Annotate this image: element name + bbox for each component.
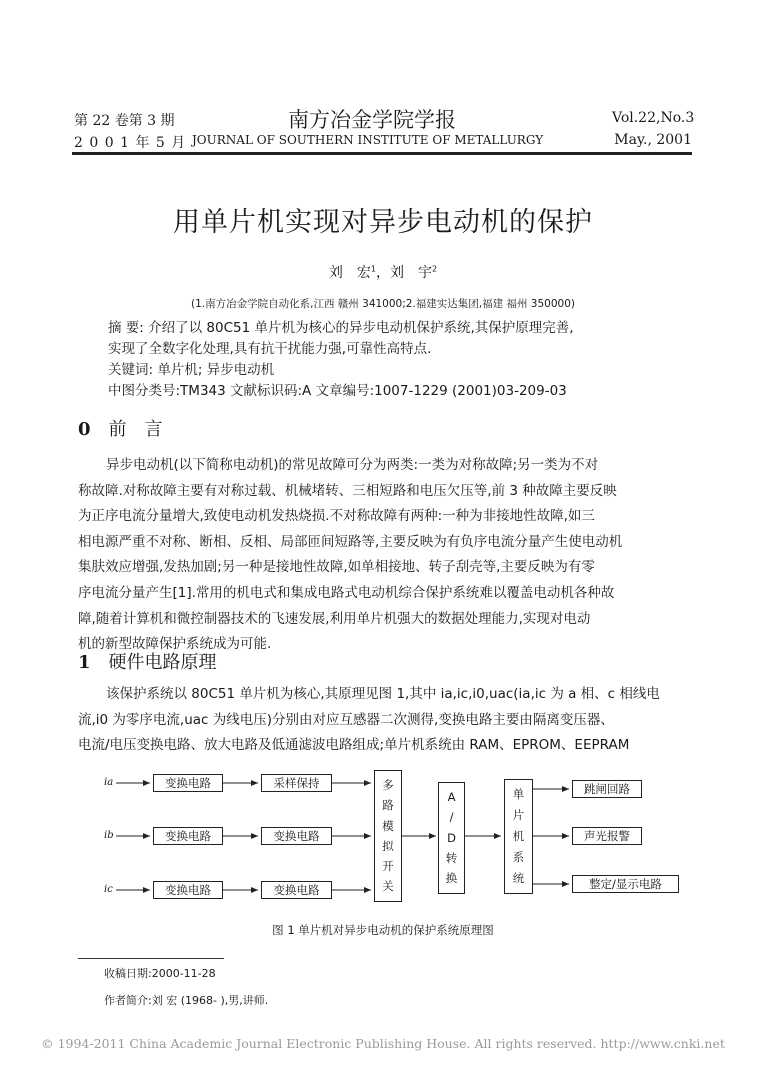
section-1-number: 1 — [78, 652, 91, 673]
input-label: ia — [104, 777, 114, 788]
copyright-notice: © 1994-2011 China Academic Journal Electronic Publishing House. All rights reserved. http://www.cnki.net — [41, 1036, 725, 1051]
classification: 中图分类号:TM343 文献标识码:A 文章编号:1007-1229 (2001)03-209-03 — [108, 383, 567, 399]
journal-title-cn: 南方冶金学院学报 — [288, 108, 456, 132]
abstract-line-1: 摘 要: 介绍了以 80C51 单片机为核心的异步电动机保护系统,其保护原理完善, — [108, 320, 574, 336]
journal-title-en: JOURNAL OF SOUTHERN INSTITUTE OF METALLURGY — [192, 133, 544, 147]
trip-circuit-block: 跳闸回路 — [572, 780, 642, 798]
section-0-line: 障,随着计算机和微控制器技术的飞速发展,利用单片机强大的数据处理能力,实现对电动 — [78, 610, 591, 627]
date-cn: 2 0 0 1 年 5 月 — [74, 135, 187, 151]
author-bio: 作者简介:刘 宏 (1968- ),男,讲师. — [104, 994, 269, 1007]
affiliation: (1.南方冶金学院自动化系,江西 赣州 341000;2.福建实达集团,福建 福州 350000) — [191, 298, 575, 310]
section-1-line: 流,i0 为零序电流,uac 为线电压)分别由对应互感器二次测得,变换电路主要由隔离变压器、 — [78, 711, 614, 728]
converter-block: 变换电路 — [153, 774, 223, 792]
section-1-title: 硬件电路原理 — [108, 652, 217, 673]
converter-block: 变换电路 — [261, 827, 332, 845]
section-0-title: 前 言 — [108, 419, 163, 440]
input-label: ic — [104, 884, 113, 895]
section-0-line: 异步电动机(以下简称电动机)的常见故障可分为两类:一类为对称故障;另一类为不对 — [106, 457, 599, 473]
section-0-line: 为正序电流分量增大,致使电动机发热烧损.不对称故障有两种:一种为非接地性故障,如三 — [78, 508, 595, 525]
date-en: May., 2001 — [614, 132, 692, 148]
author-2: 刘 宇 — [390, 265, 432, 281]
author-2-affil: 2 — [432, 264, 438, 274]
section-1-line: 该保护系统以 80C51 单片机为核心,其原理见图 1,其中 ia,ic,i0,uac(ia,ic 为 a 相、c 相线电 — [106, 686, 660, 702]
converter-block: 变换电路 — [153, 881, 223, 899]
converter-block: 变换电路 — [153, 827, 223, 845]
author-1: 刘 宏 — [328, 265, 371, 281]
keywords: 关键词: 单片机; 异步电动机 — [108, 362, 275, 378]
author-1-affil: 1 — [370, 264, 376, 274]
converter-block: 变换电路 — [261, 881, 332, 899]
setting-display-block: 整定/显示电路 — [572, 875, 679, 893]
section-0-line: 集肤效应增强,发热加剧;另一种是接地性故障,如单相接地、转子刮壳等,主要反映为有零 — [78, 559, 595, 576]
input-label: ib — [104, 830, 114, 841]
paper-title: 用单片机实现对异步电动机的保护 — [173, 207, 593, 238]
received-date: 收稿日期:2000-11-28 — [104, 967, 216, 980]
footnote-rule — [78, 958, 224, 959]
alarm-block: 声光报警 — [572, 827, 642, 845]
analog-mux-block: 多 路 模 拟 开 关 — [374, 770, 402, 902]
mcu-block: 单 片 机 系 统 — [504, 779, 533, 894]
section-0-line: 相电源严重不对称、断相、反相、局部匝间短路等,主要反映为有负序电流分量产生使电动机 — [78, 533, 623, 550]
section-0-number: 0 — [78, 419, 91, 440]
section-0-line: 序电流分量产生[1].常用的机电式和集成电路式电动机综合保护系统难以覆盖电动机各种故 — [78, 584, 615, 601]
adc-block: A / D 转 换 — [438, 782, 465, 894]
sample-hold-block: 采样保持 — [261, 774, 332, 792]
figure-caption: 图 1 单片机对异步电动机的保护系统原理图 — [272, 923, 494, 937]
section-0-line: 称故障.对称故障主要有对称过载、机械堵转、三相短路和电压欠压等,前 3 种故障主要反映 — [78, 482, 617, 499]
abstract-line-2: 实现了全数字化处理,具有抗干扰能力强,可靠性高特点. — [108, 341, 432, 357]
section-0-line: 机的新型故障保护系统成为可能. — [78, 636, 272, 653]
author-separator: ， — [376, 265, 390, 281]
volume-cn: 第 22 卷第 3 期 — [74, 113, 175, 129]
volume-en: Vol.22,No.3 — [612, 110, 695, 126]
section-1-line: 电流/电压变换电路、放大电路及低通滤波电路组成;单片机系统由 RAM、EPROM、EEPRAM — [78, 737, 630, 754]
